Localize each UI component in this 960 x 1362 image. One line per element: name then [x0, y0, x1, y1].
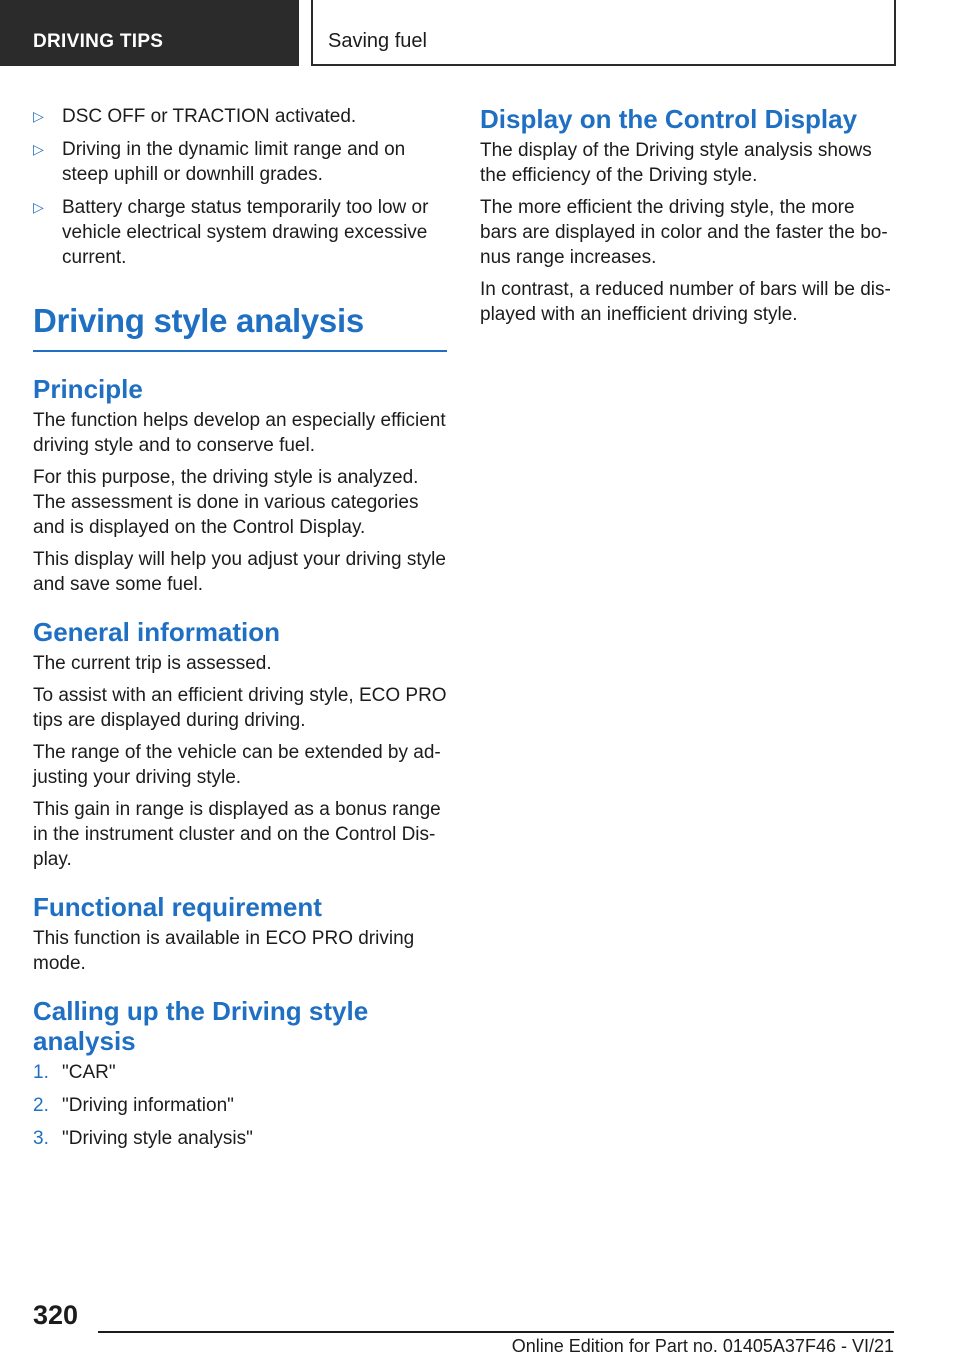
- steps-list: [33, 1060, 447, 1151]
- calling-up-heading: Calling up the Driving style analysis: [33, 996, 369, 1056]
- bullet-text: Battery charge status temporarily too low or vehicle electrical system drawing excessive current.: [62, 197, 429, 268]
- bullet-text: DSC OFF or TRACTION activated.: [62, 106, 357, 127]
- section-title: Driving style analysis: [33, 302, 447, 352]
- functional-requirement-heading: Functional requirement: [33, 892, 322, 922]
- right-column: [480, 104, 892, 334]
- step-item: [33, 1060, 447, 1085]
- triangle-bullet-icon: ▷: [33, 108, 44, 124]
- left-column: [33, 104, 447, 1159]
- step-text: "Driving information": [62, 1095, 234, 1116]
- step-number: 1.: [33, 1062, 49, 1083]
- paragraph: The more efficient the driving style, the more bars are displayed in color and the faster the bonus range increases.: [480, 197, 888, 268]
- paragraph: The display of the Driving style analysis shows the efficiency of the Driving style.: [480, 140, 872, 186]
- bullet-item: [33, 137, 447, 187]
- step-text: "Driving style analysis": [62, 1128, 253, 1149]
- bullet-item: [33, 195, 447, 270]
- principle-heading: Principle: [33, 374, 143, 404]
- footer-divider: [98, 1331, 894, 1333]
- header-section-label: DRIVING TIPS: [0, 0, 299, 66]
- step-item: [33, 1126, 447, 1151]
- bullet-item: [33, 104, 447, 129]
- paragraph: This function is available in ECO PRO driving mode.: [33, 928, 415, 974]
- step-item: [33, 1093, 447, 1118]
- paragraph: This gain in range is displayed as a bonus range in the instrument cluster and on the Control Display.: [33, 799, 441, 870]
- paragraph: The range of the vehicle can be extended by adjusting your driving style.: [33, 742, 441, 788]
- page-number: 320: [33, 1300, 79, 1330]
- triangle-bullet-icon: ▷: [33, 141, 44, 157]
- paragraph: To assist with an efficient driving style, ECO PRO tips are displayed during driving.: [33, 685, 447, 731]
- control-display-heading: Display on the Control Display: [480, 104, 858, 134]
- paragraph: For this purpose, the driving style is analyzed. The assessment is done in various categories and is displayed on the Control Display.: [33, 467, 419, 538]
- step-text: "CAR": [62, 1062, 116, 1083]
- bullet-text: Driving in the dynamic limit range and on steep uphill or downhill grades.: [62, 139, 406, 185]
- paragraph: The function helps develop an especially efficient driving style and to conserve fuel.: [33, 410, 446, 456]
- paragraph: This display will help you adjust your driving style and save some fuel.: [33, 549, 446, 595]
- step-number: 2.: [33, 1095, 49, 1116]
- step-number: 3.: [33, 1128, 49, 1149]
- edition-note: Online Edition for Part no. 01405A37F46 - VI/21: [511, 1336, 894, 1356]
- general-information-heading: General information: [33, 617, 281, 647]
- paragraph: The current trip is assessed.: [33, 653, 272, 674]
- triangle-bullet-icon: ▷: [33, 199, 44, 215]
- header-chapter-label: Saving fuel: [311, 0, 896, 66]
- paragraph: In contrast, a reduced number of bars will be displayed with an inefficient driving style.: [480, 279, 891, 325]
